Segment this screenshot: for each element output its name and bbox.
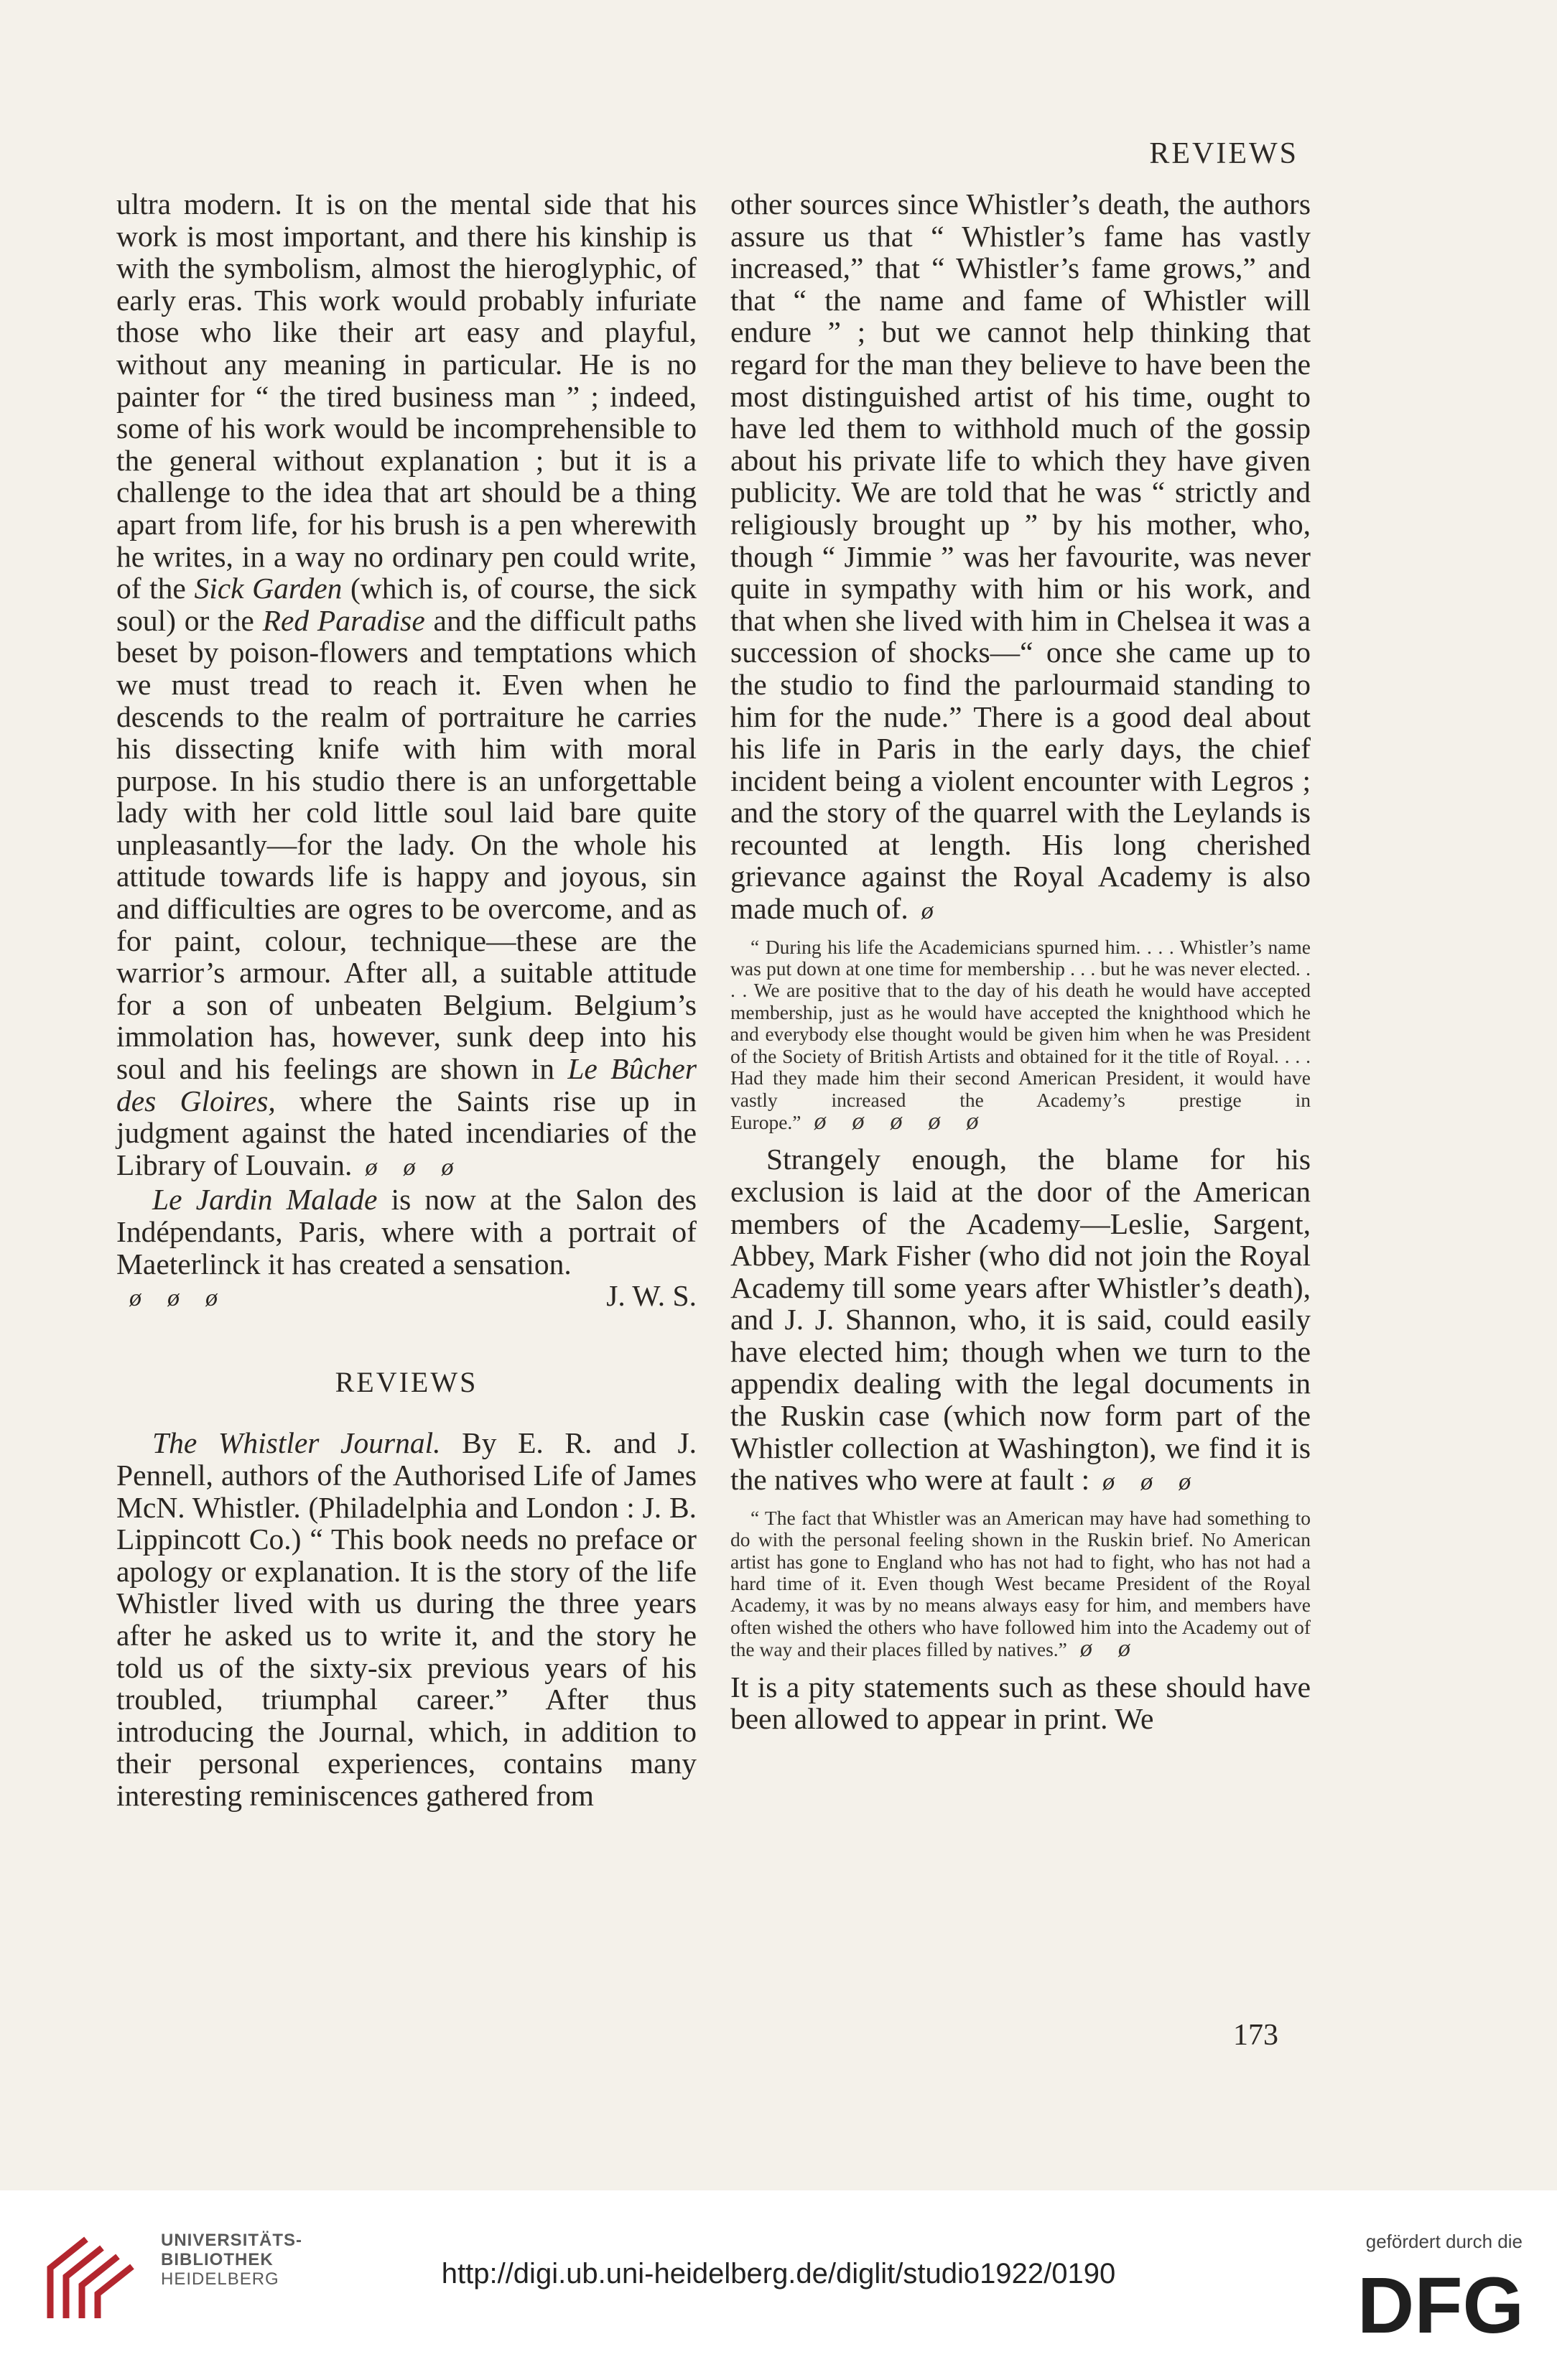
- ornament-mark: ø: [966, 1107, 979, 1135]
- text-run: It is a pity statements such as these should have been allowed to appear in print. We: [730, 1670, 1311, 1736]
- dfg-logo-text: DFG: [1357, 2267, 1524, 2341]
- ornament-mark: ø: [1117, 1635, 1130, 1663]
- ornament-mark: ø: [205, 1285, 218, 1312]
- text-run: “ The fact that Whistler was an American may have had something to do with the personal feeling shown in the Ruskin brief. No American artist has gone to England who has not had to fight, who has not had a hard time of it. Even though West became President of the Royal Academy, it was by no means always easy for him, and members have often wished the others who have followed him into the Academy out of the way and their places filled by natives.”: [730, 1506, 1311, 1661]
- left-column: [116, 188, 697, 1812]
- text-run: Strangely enough, the blame for his exclusion is laid at the door of the American members of the Academy—Leslie, Sargent, Abbey, Mark Fisher (who did not join the Royal Academy till some years after Whistler’s death), and J. J. Shannon, who, it is said, could easily have elected him; though when we turn to the appendix dealing with the legal documents in the Ruskin case (which now form part of the Whistler collection at Washington), we find it is the natives who were at fault :: [730, 1143, 1311, 1497]
- ornament-mark: ø: [1102, 1469, 1115, 1496]
- section-heading: REVIEWS: [335, 1365, 478, 1398]
- body-paragraph: [730, 1671, 1311, 1735]
- ornament-mark: ø: [365, 1153, 378, 1181]
- ornament-mark: ø: [890, 1107, 903, 1135]
- body-paragraph: [730, 188, 1311, 928]
- body-paragraph: [116, 1184, 697, 1280]
- ornament-group: [116, 1280, 231, 1315]
- text-run: (which is, of course, the sick soul) or the: [116, 572, 697, 637]
- ornament-mark: ø: [852, 1107, 865, 1135]
- dfg-logo-icon: [1357, 2267, 1524, 2341]
- library-name-line: UNIVERSITÄTS-: [161, 2231, 303, 2250]
- ornament-mark: ø: [167, 1285, 180, 1312]
- ornament-mark: ø: [129, 1285, 141, 1312]
- library-name-line: BIBLIOTHEK: [161, 2250, 274, 2269]
- italic-title: Red Paradise: [262, 603, 425, 637]
- italic-title: Le Jardin Malade: [152, 1183, 378, 1217]
- italic-title: Le Bûcher des Gloires,: [116, 1052, 697, 1117]
- quote-text: [730, 936, 1311, 1134]
- text-run: and the difficult paths beset by poison-flowers and temptations which we must tread to reach it. Even when he descends to the realm of portraiture he carries his dissecting knife with him with moral purpose. In his studio there is an unforgettable lady with her cold little soul laid bare quite unpleasantly—for the lady. On the whole his attitude towards life is happy and joyous, sin and difficulties are ogres to be overcome, and as for paint, colour, technique—these are the warrior’s armour. After all, a suitable attitude for a son of unbeaten Belgium. Belgium’s immolation has, however, sunk deep into his soul and his feelings are shown in: [116, 603, 697, 1086]
- body-paragraph: [116, 188, 697, 1184]
- ornament-mark: ø: [814, 1107, 827, 1135]
- text-run: By E. R. and J. Pennell, authors of the Authorised Life of James McN. Whistler. (Philadelphia and London : J. B. Lippincott Co.) “ This book needs no preface or apology or explanation. It is the story of the life Whistler lived with us during the three years after he asked us to write it, and the story he told us of the sixty-six previous years of his troubled, triumphal career.” After thus introducing the Journal, which, in addition to their personal experiences, contains many interesting reminiscences gathered from: [116, 1426, 697, 1812]
- body-paragraph: [730, 1143, 1311, 1499]
- ornament-mark: ø: [928, 1107, 941, 1135]
- funding-label: gefördert durch die: [1365, 2231, 1523, 2252]
- source-url-link[interactable]: http://digi.ub.uni-heidelberg.de/diglit/studio1922/0190: [441, 2258, 1116, 2290]
- running-head: REVIEWS: [1149, 137, 1298, 170]
- signature: J. W. S.: [606, 1279, 697, 1313]
- ornament-mark: ø: [921, 898, 934, 925]
- ornament-mark: ø: [441, 1153, 454, 1181]
- library-name-line: HEIDELBERG: [161, 2269, 279, 2289]
- text-run: other sources since Whistler’s death, the authors assure us that “ Whistler’s fame has vastly increased,” that “ Whistler’s fame grows,” and that “ the name and fame of Whistler will endure ” ; but we cannot help thinking that regard for the man they believe to have been the most distinguished artist of his time, ought to have led them to withhold much of the gossip about his private life to which they have given publicity. We are told that he was “ strictly and religiously brought up ” by his mother, who, though “ Jimmie ” was her favourite, was never quite in sympathy with him or his work, and that when she lived with him in Chelsea it was a succession of shocks—“ once she came up to the studio to find the parlourmaid standing to him for the nude.” There is a good deal about his life in Paris in the early days, the chief incident being a violent encounter with Legros ; and the story of the quarrel with the Leylands is recounted at length. His long cherished grievance against the Royal Academy is also made much of.: [730, 187, 1311, 926]
- ornament-mark: ø: [1179, 1469, 1191, 1496]
- review-paragraph: [116, 1427, 697, 1811]
- italic-title: Sick Garden: [194, 572, 343, 605]
- ornament-mark: ø: [1140, 1469, 1153, 1496]
- quote-text: [730, 1507, 1311, 1661]
- page-number: 173: [1233, 2019, 1278, 2052]
- text-run: is now at the Salon des Indépendants, Paris, where with a portrait of Maeterlinck it has created a sensation.: [116, 1183, 697, 1280]
- review-title: The Whistler Journal.: [152, 1426, 441, 1460]
- ornament-mark: ø: [1079, 1635, 1092, 1663]
- ornament-mark: ø: [403, 1153, 416, 1181]
- block-quote: [730, 1507, 1311, 1661]
- text-run: ultra modern. It is on the mental side that his work is most important, and there his kinship is with the symbolism, almost the hieroglyphic, of early eras. This work would probably infuriate those who like their art easy and playful, without any meaning in particular. He is no painter for “ the tired business man ” ; indeed, some of his work would be incomprehensible to the general without explanation ; but it is a challenge to the idea that art should be a thing apart from life, for his brush is a pen wherewith he writes, in a way no ordinary pen could write, of the: [116, 187, 697, 605]
- text-run: where the Saints rise up in judgment against the hated incendiaries of the Library of Louvain.: [116, 1084, 697, 1181]
- signature-line: [116, 1280, 697, 1315]
- block-quote: [730, 936, 1311, 1134]
- text-run: “ During his life the Academicians spurned him. . . . Whistler’s name was put down at one time for membership . . . but he was never elected. . . . We are positive that to the day of his death he would have accepted membership, just as he would have accepted the knighthood which he and everybody else thought would be given him when he was President of the Society of British Artists and obtained for it the title of Royal. . . . Had they made him their second American President, it would have vastly increased the Academy’s prestige in Europe.”: [730, 935, 1311, 1133]
- right-column: [730, 188, 1311, 1735]
